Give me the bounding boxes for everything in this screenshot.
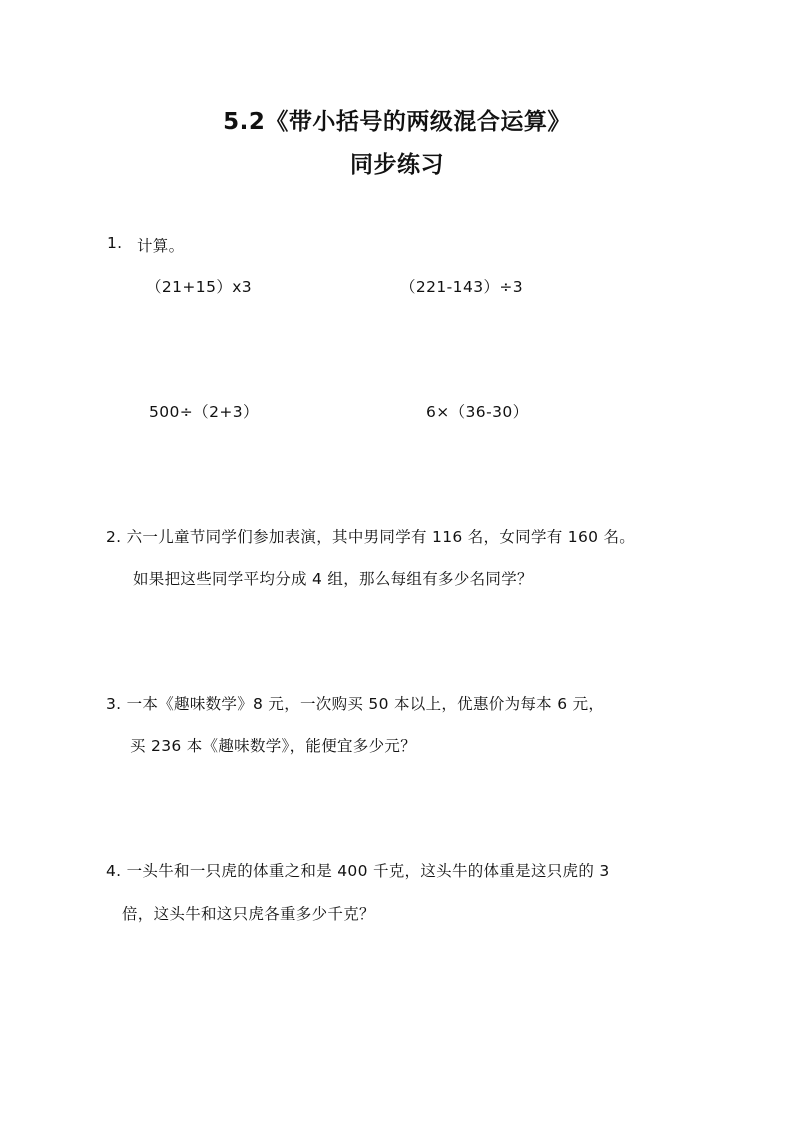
question-1-expression-c: 500÷（2+3） — [149, 403, 259, 421]
page-title: 5.2《带小括号的两级混合运算》 — [223, 109, 571, 135]
question-2-line-2: 如果把这些同学平均分成 4 组，那么每组有多少名同学？ — [133, 570, 533, 588]
question-1-expression-b: （221-143）÷3 — [400, 278, 524, 296]
question-4-line-2: 倍，这头牛和这只虎各重多少千克？ — [122, 905, 375, 923]
question-4-line-1: 4. 一头牛和一只虎的体重之和是 400 千克，这头牛的体重是这只虎的 3 — [106, 862, 610, 880]
question-1-expression-a: （21+15）x3 — [146, 278, 253, 296]
question-1-number: 1. — [107, 234, 123, 252]
question-1-expression-d: 6×（36-30） — [426, 403, 529, 421]
page-subtitle: 同步练习 — [350, 152, 444, 178]
question-2-line-1: 2. 六一儿童节同学们参加表演，其中男同学有 116 名，女同学有 160 名。 — [106, 528, 636, 546]
question-3-line-1: 3. 一本《趣味数学》8 元，一次购买 50 本以上，优惠价为每本 6 元， — [106, 695, 605, 713]
question-3-line-2: 买 236 本《趣味数学》，能便宜多少元？ — [130, 737, 416, 755]
question-1-prompt: 计算。 — [137, 237, 185, 255]
